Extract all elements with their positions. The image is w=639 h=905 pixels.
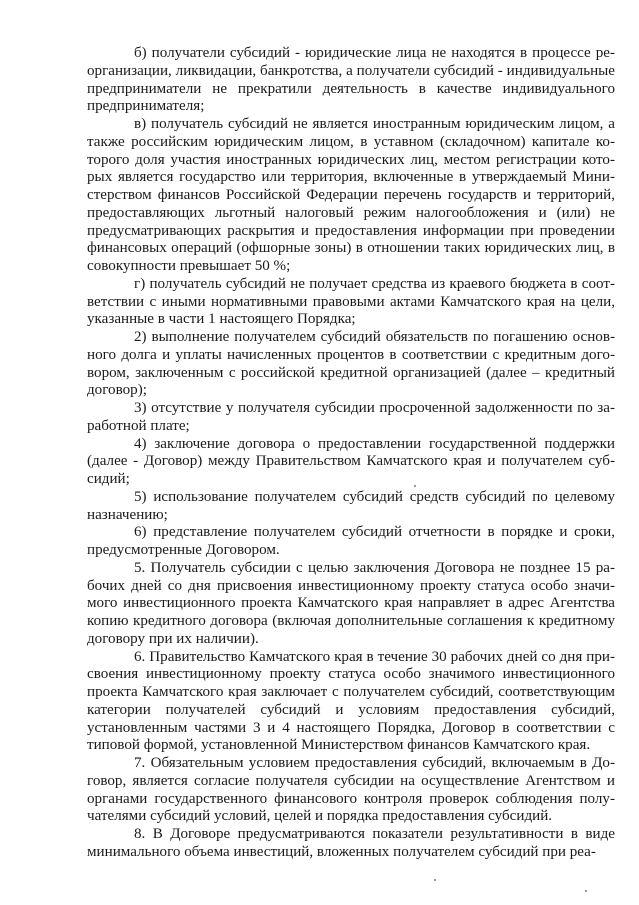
scan-speck xyxy=(585,890,587,892)
section-6-agreement-conclusion: 6. Правительство Камчатского края в течение 30 рабочих дней со дня присвоения инвестиционному проекту статуса особо значимого инвестиционного проекта Камчатского края заключает с получателем субсидий, соответствующим категории получателей субсидий и условиям предоставления субсидий, установленным частями 3 и 4 настоящего Порядка, Договор в соответствии с типовой формой, установленной Министерством финансов Камчатского края. xyxy=(87,648,615,754)
section-5-agreement-application: 5. Получатель субсидии с целью заключения Договора не позднее 15 рабочих дней со дня присвоения инвестиционному проекту статуса особо значимого инвестиционного проекта Камчатского края направляет в адрес Агентства копию кредитного договора (включая дополнительные соглашения к кредитному договору при их наличии). xyxy=(87,559,615,647)
paragraph-2-loan-obligations: 2) выполнение получателем субсидий обязательств по погашению основного долга и уплаты начисленных процентов в соответствии с кредитным договором, заключенным с российской кредитной организацией (далее – кредитный договор); xyxy=(87,329,615,399)
paragraph-4-support-agreement: 4) заключение договора о предоставлении государственной поддержки (далее - Договор) между Правительством Камчатского края и получателем субсидий; xyxy=(87,435,615,487)
paragraph-b-not-in-reorganization: б) получатели субсидий - юридические лица не находятся в процессе реорганизации, ликвидации, банкротства, а получатели субсидий - индивидуальные предприниматели не прекратили деятельность в качестве индивидуального предпринимателя; xyxy=(87,45,615,115)
document-body xyxy=(87,45,615,862)
paragraph-v-not-foreign-entity: в) получатель субсидий не является иностранным юридическим лицом, а также российским юридическим лицом, в уставном (складочном) капитале которого доля участия иностранных юридических лиц, местом регистрации которых является государство или территория, включенные в утверждаемый Министерством финансов Российской Федерации перечень государств и территорий, предоставляющих льготный налоговый режим налогообложения и (или) не предусматривающих раскрытия и предоставления информации при проведении финансовых операций (офшорные зоны) в отношении таких юридических лиц, в совокупности превышает 50 %; xyxy=(87,116,615,274)
scan-speck xyxy=(414,485,416,487)
paragraph-3-no-wage-arrears: 3) отсутствие у получателя субсидии просроченной задолженности по заработной плате; xyxy=(87,400,615,434)
paragraph-5-targeted-use: 5) использование получателем субсидий средств субсидий по целевому назначению; xyxy=(87,488,615,523)
scan-speck xyxy=(434,879,436,881)
paragraph-6-reporting: 6) представление получателем субсидий отчетности в порядке и сроки, предусмотренные Договором. xyxy=(87,524,615,558)
section-7-audit-consent: 7. Обязательным условием предоставления субсидий, включаемым в Договор, является согласие получателя субсидии на осуществление Агентством и органами государственного финансового контроля проверок соблюдения получателями субсидий условий, целей и порядка предоставления субсидий. xyxy=(87,755,615,825)
section-8-performance-indicators: 8. В Договоре предусматриваются показатели результативности в виде минимального объема инвестиций, вложенных получателем субсидий при реа- xyxy=(87,826,615,860)
paragraph-g-no-other-budget-funds: г) получатель субсидий не получает средства из краевого бюджета в соответствии с иными нормативными правовыми актами Камчатского края на цели, указанные в части 1 настоящего Порядка; xyxy=(87,275,615,328)
